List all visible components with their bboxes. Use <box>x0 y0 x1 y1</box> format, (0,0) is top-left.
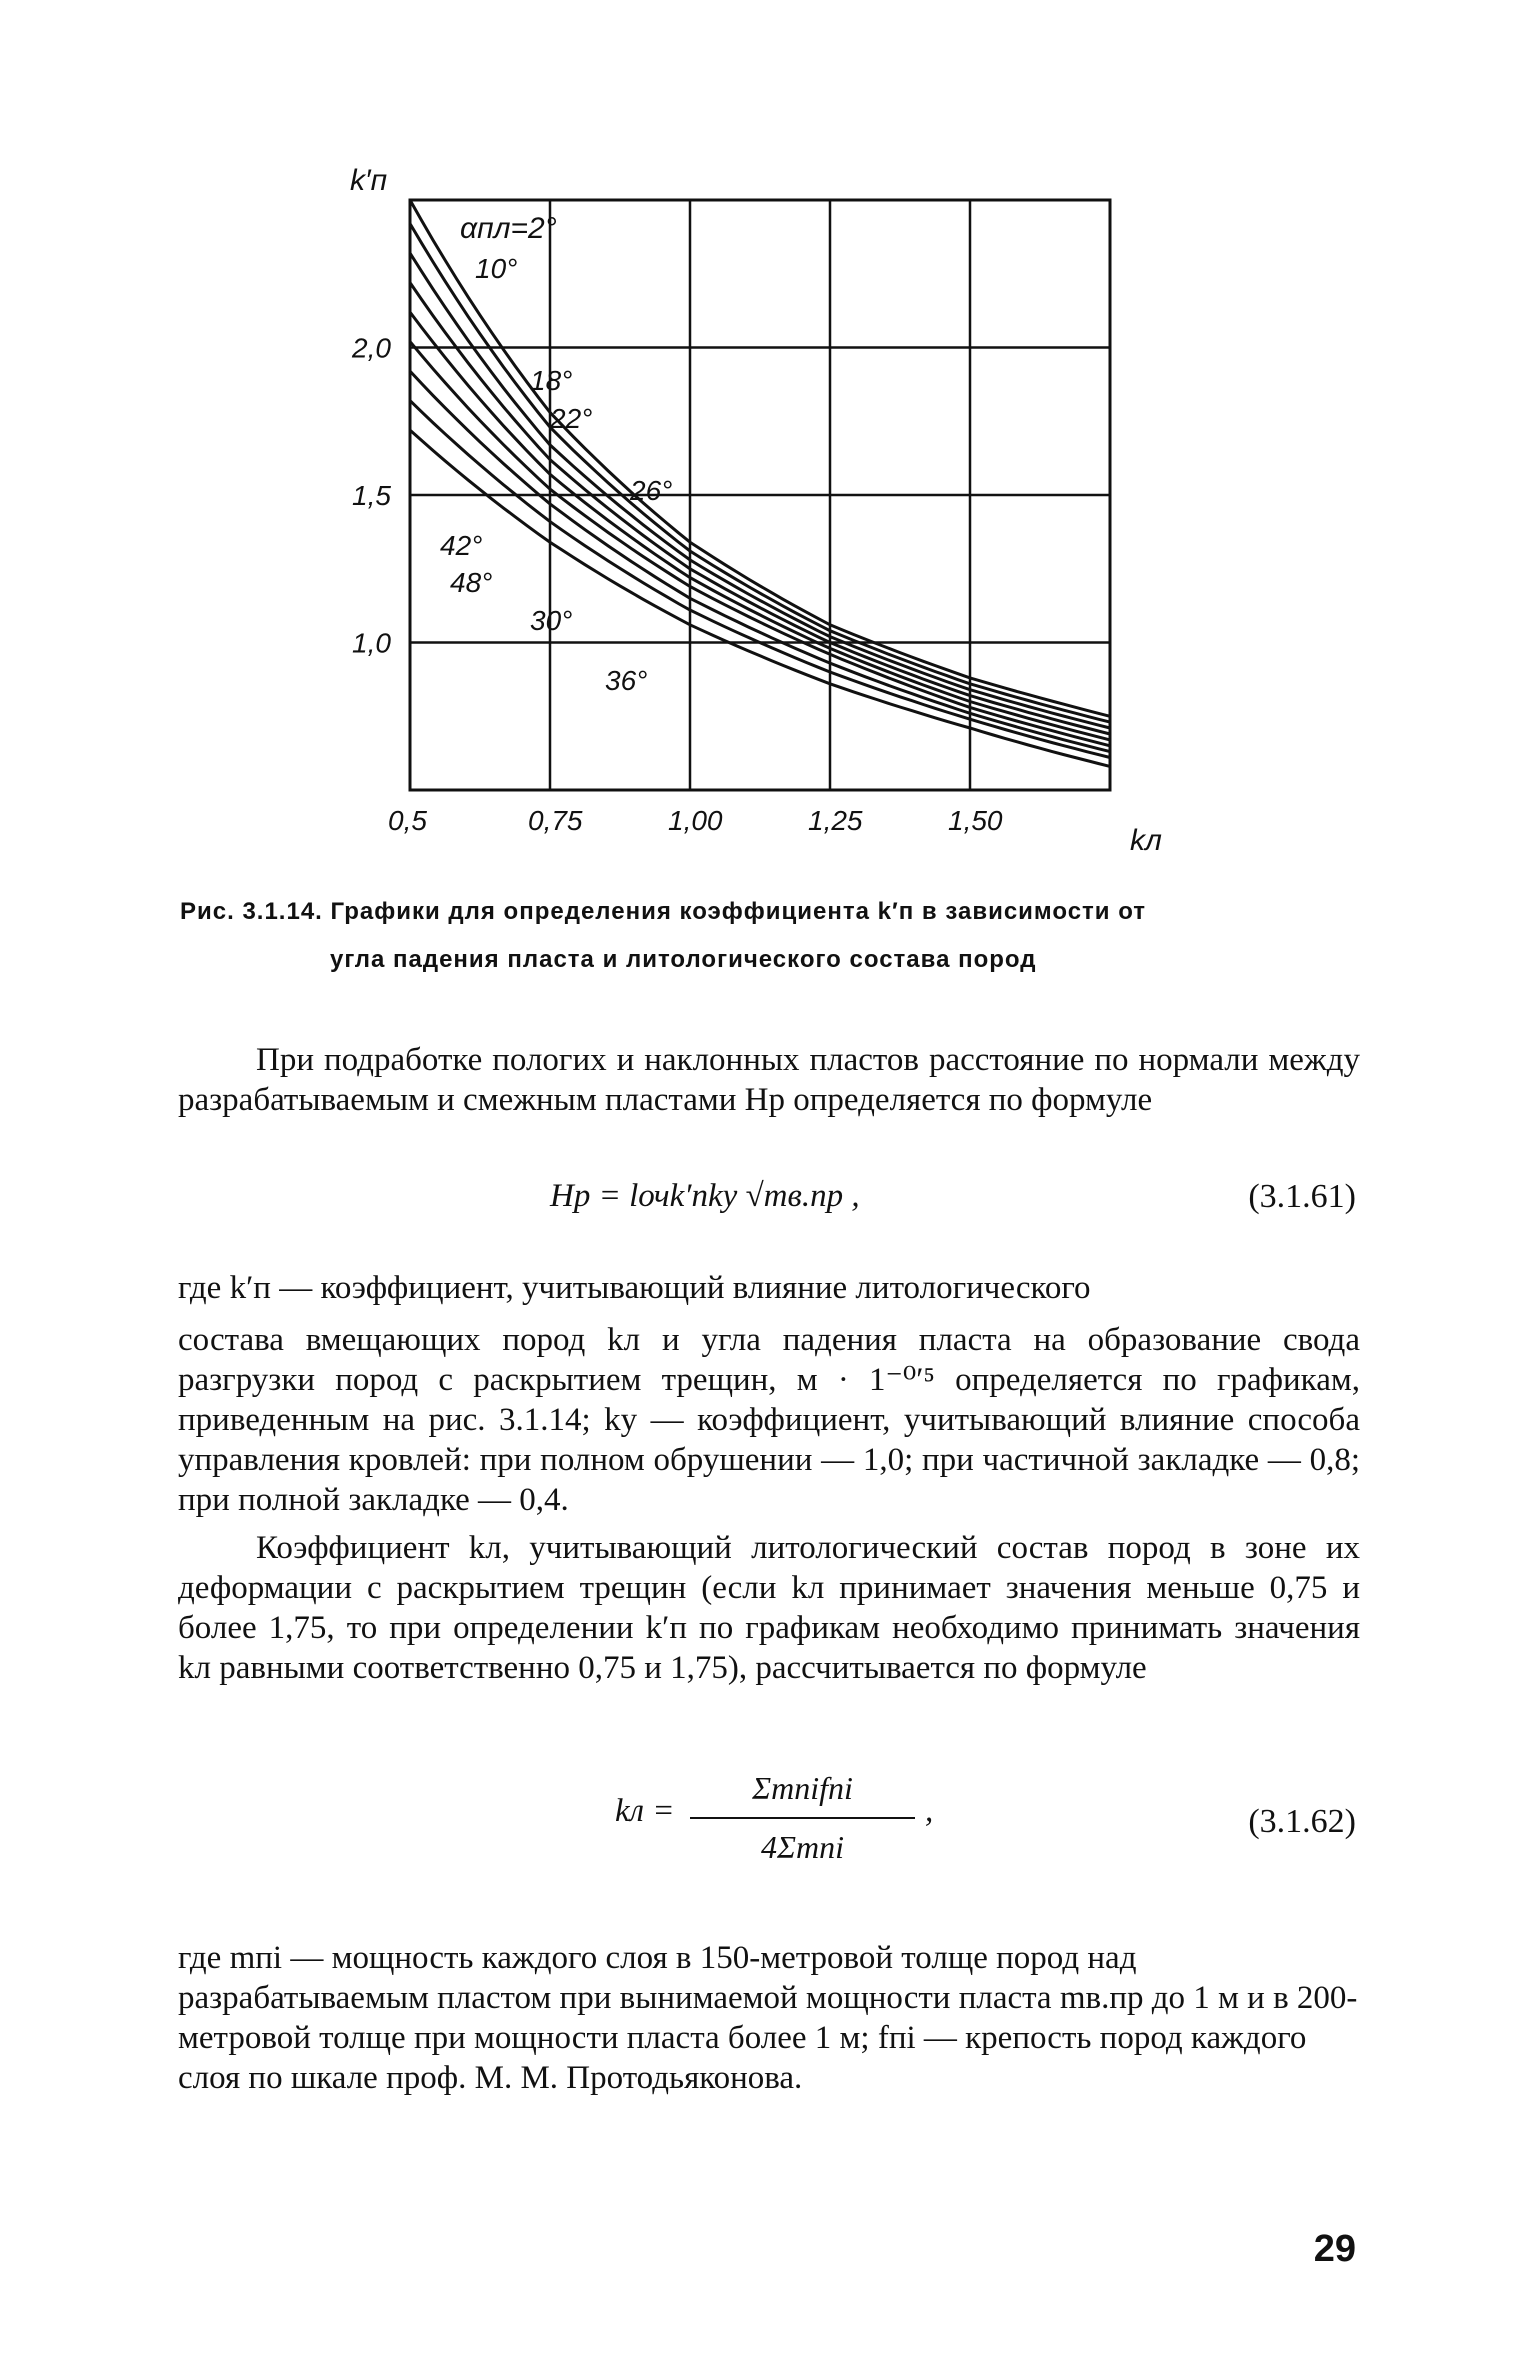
x-tick-label: 0,75 <box>528 805 583 836</box>
x-axis-label: kл <box>1130 824 1162 857</box>
chart-ticks <box>351 333 1003 837</box>
equation-3-1-62-fraction <box>690 1770 915 1866</box>
curve-label-2: 18° <box>530 365 573 396</box>
paragraph-2-lead: где k′п — коэффициент, учитывающий влияние литологического <box>178 1270 1091 1306</box>
y-axis-label: k′п <box>350 164 388 197</box>
caption-lead: Рис. 3.1.14. <box>180 898 323 925</box>
curve-8 <box>410 430 1110 766</box>
equation-3-1-62-lhs: kл = <box>615 1793 675 1829</box>
equation-number-3-1-62: (3.1.62) <box>1248 1803 1356 1840</box>
y-tick-label: 2,0 <box>352 332 391 364</box>
y-tick-label: 1,0 <box>352 627 391 659</box>
equation-3-1-62-tail: , <box>925 1793 934 1829</box>
y-tick-label: 1,5 <box>352 480 391 511</box>
curve-4 <box>410 312 1110 740</box>
curve-label-8: 48° <box>450 567 493 598</box>
figure-caption <box>180 888 1360 984</box>
curve-label-7: 42° <box>440 530 483 561</box>
x-tick-label: 1,50 <box>948 805 1003 836</box>
curve-label-4: 26° <box>630 475 673 506</box>
angle-curves-chart <box>330 160 1162 860</box>
chart-curves <box>410 200 1110 766</box>
equation-3-1-61: Hр = lочk′пkу √mв.пр , <box>550 1178 860 1214</box>
curve-label-0: αпл=2° <box>460 212 557 245</box>
fraction-denominator: 4Σmпi <box>760 1829 844 1865</box>
caption-line2: угла падения пласта и литологического состава пород <box>330 946 1037 973</box>
paragraph-2: состава вмещающих пород kл и угла падения пласта на образование свода разгрузки пород с раскрытием трещин, м · 1⁻⁰′⁵ определяется по графикам, приведенным на рис. 3.1.14; kу — коэффициент, учитывающий влияние способа управления кровлей: при полном обрушении — 1,0; при частичной закладке — 0,8; при полной закладке — 0,4. <box>178 1322 1360 1518</box>
curve-label-6: 36° <box>605 665 648 696</box>
curve-3 <box>410 283 1110 734</box>
paragraph-3: Коэффициент kл, учитывающий литологический состав пород в зоне их деформации с раскрытием трещин (если kл принимает значения меньше 0,75 и более 1,75, то при определении k′п по графикам необходимо принимать значения kл равными соответственно 0,75 и 1,75), рассчитывается по формуле <box>178 1530 1360 1686</box>
paragraph-1: При подработке пологих и наклонных пластов расстояние по нормали между разрабатываемым и смежным пластами Hр определяется по формуле <box>178 1042 1360 1118</box>
curve-label-1: 10° <box>475 253 518 284</box>
page-number: 29 <box>1313 2228 1356 2270</box>
curve-label-5: 30° <box>530 605 573 636</box>
fraction-numerator: Σmпifпi <box>690 1770 915 1819</box>
caption-line1: Графики для определения коэффициента k′п в зависимости от <box>330 898 1147 925</box>
curve-label-3: 22° <box>550 403 593 434</box>
equation-number-3-1-61: (3.1.61) <box>1248 1178 1356 1215</box>
paragraph-4: где mпi — мощность каждого слоя в 150-метровой толще пород над разрабатываемым пластом при вынимаемой мощности пласта mв.пр до 1 м и в 200-метровой толще при мощности пласта более 1 м; fпi — крепость пород каждого слоя по шкале проф. М. М. Протодьяконова. <box>178 1940 1358 2096</box>
x-tick-label: 1,25 <box>808 805 863 836</box>
x-tick-label: 0,5 <box>388 805 427 836</box>
x-tick-label: 1,00 <box>668 805 723 836</box>
chart-curve-labels <box>440 212 672 696</box>
